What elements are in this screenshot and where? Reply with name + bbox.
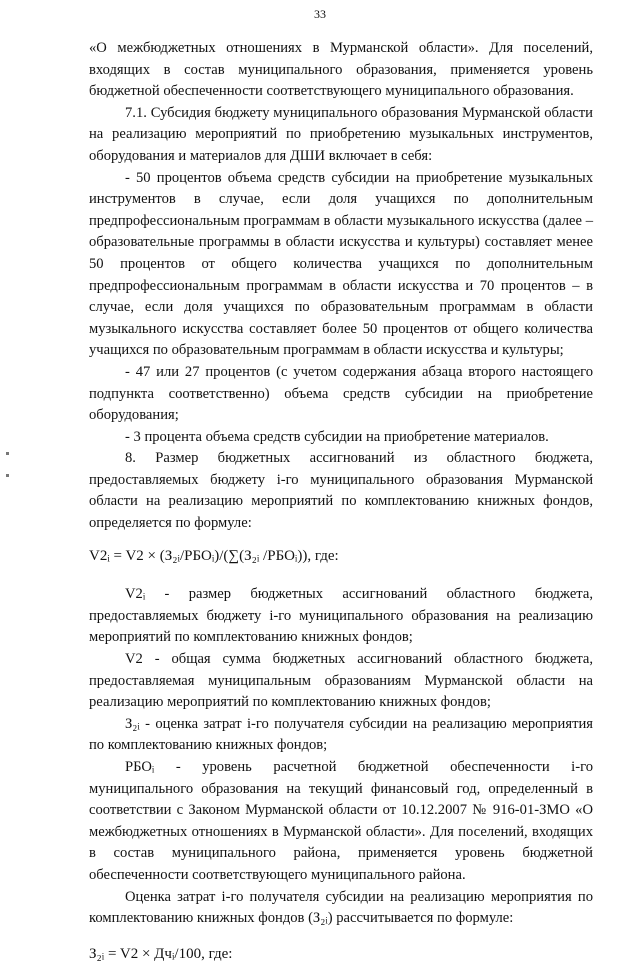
definition-v2i: V2ᵢ - размер бюджетных ассигнований областного бюджета, предоставляемых бюджету i-го муниципального образования на реализацию мероприятий по комплектованию книжных фондов; [89,586,593,646]
list-item-instruments: - 50 процентов объема средств субсидии на приобретение музыкальных инструментов в случае, если доля учащихся по дополнительным предпрофессиональным программам в области музыкального искусства (далее – образовательные программы в области искусства и культуры) составляет менее 50 процентов от общего количества учащихся по дополнительным предпрофессиональным программам в области искусства и 70 процентов – в случае, если доля учащихся по образовательным программам в области музыкального искусства составляет более 50 процентов от общего количества учащихся по образовательным программам в области искусства и культуры; [89,169,593,359]
page-number: 33 [314,7,326,21]
scan-mark [6,452,9,455]
list-item-materials: - 3 процента объема средств субсидии на приобретение материалов. [125,428,549,445]
definition-rboi: РБОᵢ - уровень расчетной бюджетной обеспеченности i-го муниципального образования на текущий финансовый год, определенный в соответствии с Законом Мурманской области от 10.12.2007 № 916-01-ЗМО «О межбюджетных отношениях в Мурманской области». Для поселений, входящих в состав муниципального района, применяется уровень бюджетной обеспеченности соответствующего муниципального района. [89,759,593,883]
paragraph-cost-estimate: Оценка затрат i-го получателя субсидии на реализацию мероприятия по комплектованию книжных фондов (З₂ᵢ) рассчитывается по формуле: [89,888,593,927]
paragraph-7-1: 7.1. Субсидия бюджету муниципального образования Мурманской области на реализацию мероприятий по приобретению музыкальных инструментов, оборудования и материалов для ДШИ включает в себя: [89,104,593,164]
definition-z2i: З₂ᵢ - оценка затрат i-го получателя субсидии на реализацию мероприятия по комплектованию книжных фондов; [89,715,593,754]
scan-mark [6,474,9,477]
definition-v2: V2 - общая сумма бюджетных ассигнований областного бюджета, предоставляемая муниципальным образованиям Мурманской области на реализацию мероприятий по комплектованию книжных фондов; [89,651,593,711]
formula-z2i: З₂ᵢ = V2 × Дчᵢ/100, где: [89,945,233,962]
formula-v2i: V2ᵢ = V2 × (З₂ᵢ/РБОᵢ)/(∑(З₂ᵢ /РБОᵢ)), где: [89,547,339,564]
paragraph-8: 8. Размер бюджетных ассигнований из областного бюджета, предоставляемых бюджету i-го муниципального образования Мурманской области на реализацию мероприятий по комплектованию книжных фондов, определяется по формуле: [89,450,593,532]
document-body [89,38,593,965]
paragraph-continuation: «О межбюджетных отношениях в Мурманской области». Для поселений, входящих в состав муниципального образования, применяется уровень бюджетной обеспеченности соответствующего муниципального образования. [89,40,593,100]
list-item-equipment: - 47 или 27 процентов (с учетом содержания абзаца второго настоящего подпункта соответственно) объема средств субсидии на приобретение оборудования; [89,363,593,424]
